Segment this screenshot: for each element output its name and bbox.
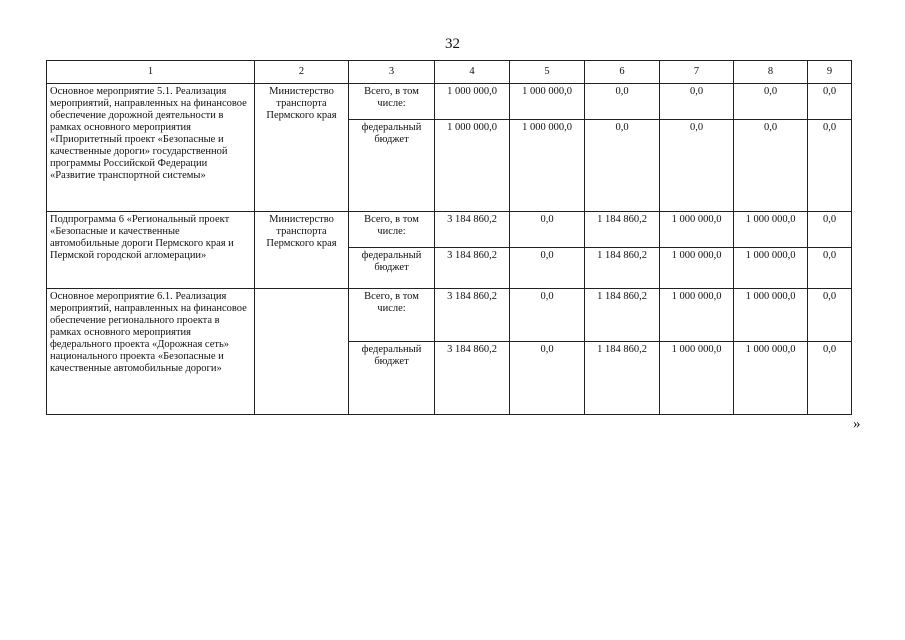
table-row — [47, 212, 852, 248]
amount-cell: 0,0 — [808, 289, 852, 342]
amount-cell: 1 184 860,2 — [585, 289, 660, 342]
column-header: 9 — [808, 61, 852, 84]
column-header: 7 — [660, 61, 734, 84]
amount-cell: 1 000 000,0 — [734, 212, 808, 248]
amount-cell: 0,0 — [660, 84, 734, 120]
amount-cell: 1 000 000,0 — [734, 289, 808, 342]
amount-cell: 1 000 000,0 — [510, 120, 585, 212]
amount-cell: 0,0 — [510, 212, 585, 248]
amount-cell: 3 184 860,2 — [435, 248, 510, 289]
funding-source: Всего, в том числе: — [349, 212, 435, 248]
funding-source: федеральный бюджет — [349, 120, 435, 212]
column-header: 5 — [510, 61, 585, 84]
amount-cell: 3 184 860,2 — [435, 289, 510, 342]
activity-description: Основное мероприятие 6.1. Реализация мероприятий, направленных на финансовое обеспечение регионального проекта в рамках основного мероприятия федерального проекта «Дорожная сеть» национального проекта «Безопасные и качественные автомобильные дороги» — [47, 289, 255, 415]
column-header: 8 — [734, 61, 808, 84]
column-header: 1 — [47, 61, 255, 84]
amount-cell: 0,0 — [510, 342, 585, 415]
amount-cell: 1 000 000,0 — [660, 289, 734, 342]
column-header: 6 — [585, 61, 660, 84]
amount-cell: 1 000 000,0 — [435, 120, 510, 212]
amount-cell: 0,0 — [808, 84, 852, 120]
executor-cell: Министерство транспорта Пермского края — [255, 84, 349, 212]
amount-cell: 0,0 — [734, 84, 808, 120]
funding-source: Всего, в том числе: — [349, 289, 435, 342]
amount-cell: 0,0 — [808, 120, 852, 212]
table-row — [47, 84, 852, 120]
amount-cell: 0,0 — [585, 84, 660, 120]
amount-cell: 0,0 — [585, 120, 660, 212]
amount-cell: 1 000 000,0 — [435, 84, 510, 120]
activity-description: Подпрограмма 6 «Региональный проект «Безопасные и качественные автомобильные дороги Пермского края и Пермской городской агломерации» — [47, 212, 255, 289]
amount-cell: 0,0 — [510, 248, 585, 289]
amount-cell: 1 184 860,2 — [585, 212, 660, 248]
amount-cell: 1 000 000,0 — [734, 342, 808, 415]
amount-cell: 0,0 — [660, 120, 734, 212]
funding-source: Всего, в том числе: — [349, 84, 435, 120]
amount-cell: 1 000 000,0 — [660, 342, 734, 415]
budget-table — [46, 60, 852, 415]
column-header: 4 — [435, 61, 510, 84]
table-row — [47, 289, 852, 342]
amount-cell: 0,0 — [510, 289, 585, 342]
amount-cell: 1 184 860,2 — [585, 342, 660, 415]
column-header: 3 — [349, 61, 435, 84]
closing-quote-mark: » — [853, 416, 861, 432]
activity-description: Основное мероприятие 5.1. Реализация мероприятий, направленных на финансовое обеспечение дорожной деятельности в рамках основного мероприятия «Приоритетный проект «Безопасные и качественные дороги» государственной программы Российской Федерации «Развитие транспортной системы» — [47, 84, 255, 212]
amount-cell: 0,0 — [808, 342, 852, 415]
amount-cell: 1 000 000,0 — [660, 212, 734, 248]
page-number: 32 — [445, 36, 460, 52]
amount-cell: 1 184 860,2 — [585, 248, 660, 289]
table-header-row — [47, 61, 852, 84]
funding-source: федеральный бюджет — [349, 248, 435, 289]
amount-cell: 1 000 000,0 — [510, 84, 585, 120]
column-header: 2 — [255, 61, 349, 84]
amount-cell: 0,0 — [734, 120, 808, 212]
amount-cell: 1 000 000,0 — [660, 248, 734, 289]
funding-source: федеральный бюджет — [349, 342, 435, 415]
amount-cell: 3 184 860,2 — [435, 342, 510, 415]
amount-cell: 0,0 — [808, 248, 852, 289]
executor-cell — [255, 289, 349, 415]
amount-cell: 0,0 — [808, 212, 852, 248]
executor-cell: Министерство транспорта Пермского края — [255, 212, 349, 289]
amount-cell: 3 184 860,2 — [435, 212, 510, 248]
amount-cell: 1 000 000,0 — [734, 248, 808, 289]
